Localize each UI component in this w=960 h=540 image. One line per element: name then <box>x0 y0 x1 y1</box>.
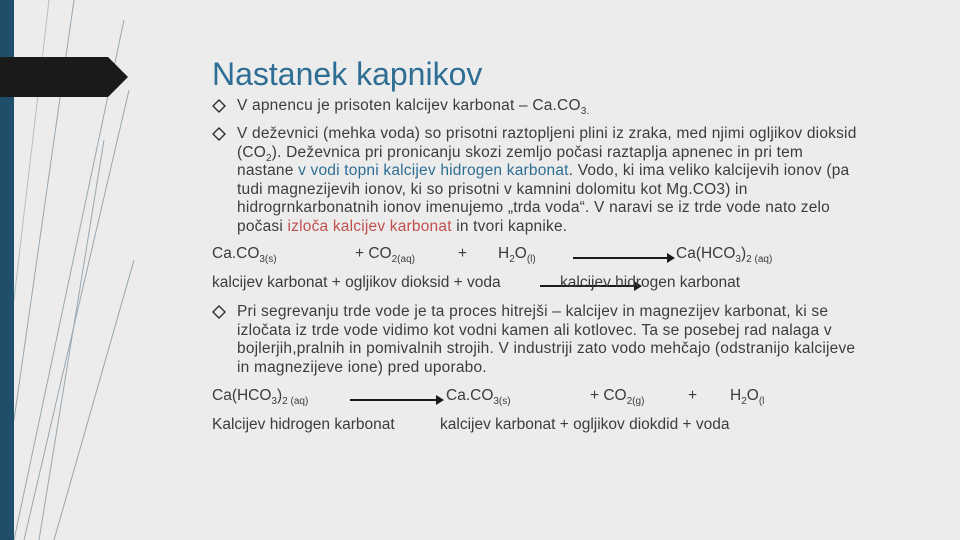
eq1-co2: + $CO_{2(aq)}$ <box>355 245 415 265</box>
eq1-product: $Ca(HCO_3)_{2 (aq)}$ <box>676 245 773 265</box>
line: ). Deževnica pri pronicanju skozi zemljo počasi raztaplja apnenec in pri tem <box>271 143 804 161</box>
bullet-text: V apnencu je prisoten kalcijev karbonat – Ca.CO <box>237 97 581 114</box>
diamond-bullet-icon <box>212 305 226 319</box>
eq1-plus: + <box>458 245 468 262</box>
eq1-caco3: $Ca.CO_{3(s)}$ <box>212 245 277 265</box>
eq2-plus: + <box>688 387 698 404</box>
subscript: 2 <box>266 152 272 164</box>
line: in magnezijeve ione) pred uporabo. <box>237 358 487 376</box>
eq2-caco3: $Ca.CO_{3(s)}$ <box>446 387 511 407</box>
eq1-words-left: kalcijev karbonat + ogljikov dioksid + voda <box>212 274 501 291</box>
bullet-heating <box>212 303 932 377</box>
title-tab-shape <box>0 57 128 97</box>
line: (CO <box>237 143 267 161</box>
eq2-h2o: $H_2O_{(l}$ <box>730 387 765 407</box>
subscript: 3. <box>580 106 590 117</box>
eq2-co2: + $CO_{2(g)}$ <box>590 387 645 407</box>
slide-title: Nastanek kapnikov <box>212 56 483 92</box>
eq2-arrow <box>350 399 442 401</box>
line: nastane <box>237 162 299 179</box>
line: izločata iz trde vode vidimo kot vodni kamen ali kotlovec. Ta se posebej rad nalaga v <box>237 321 832 339</box>
eq2-words-right: kalcijev karbonat + ogljikov diokdid + voda <box>440 416 730 433</box>
eq2-reactant: $Ca(HCO_3)_{2 (aq)}$ <box>212 387 309 407</box>
eq1-arrow <box>573 257 673 259</box>
eq1-words-right: kalcijev hidrogen karbonat <box>560 274 741 291</box>
line: tudi magnezijevih ionov, ki so prisotni v kamnini dolomitu kot Mg.CO3) in <box>237 180 748 198</box>
line: Pri segrevanju trde vode je ta proces hitrejši – kalcijev in magnezijev karbonat, ki se <box>237 303 829 320</box>
highlight-blue: v vodi topni kalcijev hidrogen karbonat <box>298 162 569 179</box>
highlight-red: izloča kalcijev karbonat <box>287 217 452 235</box>
bullet-limestone <box>212 97 932 116</box>
line: bojlerjih,pralnih in pomivalnih strojih. V industriji zato vodo mehčajo (odstranijo kalcijeve <box>237 340 856 357</box>
diamond-bullet-icon <box>212 99 226 113</box>
line: in tvori kapnike. <box>451 217 568 235</box>
bullet-rainwater <box>212 125 932 236</box>
line: počasi <box>237 217 288 235</box>
line: hidrogrnkarbonatnih ionov imenujemo „trda voda“. V naravi se iz trde vode nato zelo <box>237 199 831 216</box>
diamond-bullet-icon <box>212 127 226 141</box>
eq2-words-left: Kalcijev hidrogen karbonat <box>212 416 395 433</box>
eq1-h2o: $H_2O_{(l)}$ <box>498 245 536 265</box>
line: V deževnici (mehka voda) so prisotni raztopljeni plini iz zraka, med njimi ogljikov dioksid <box>237 125 857 142</box>
line: . Vodo, ki ima veliko kalcijevih ionov (pa <box>568 162 850 179</box>
